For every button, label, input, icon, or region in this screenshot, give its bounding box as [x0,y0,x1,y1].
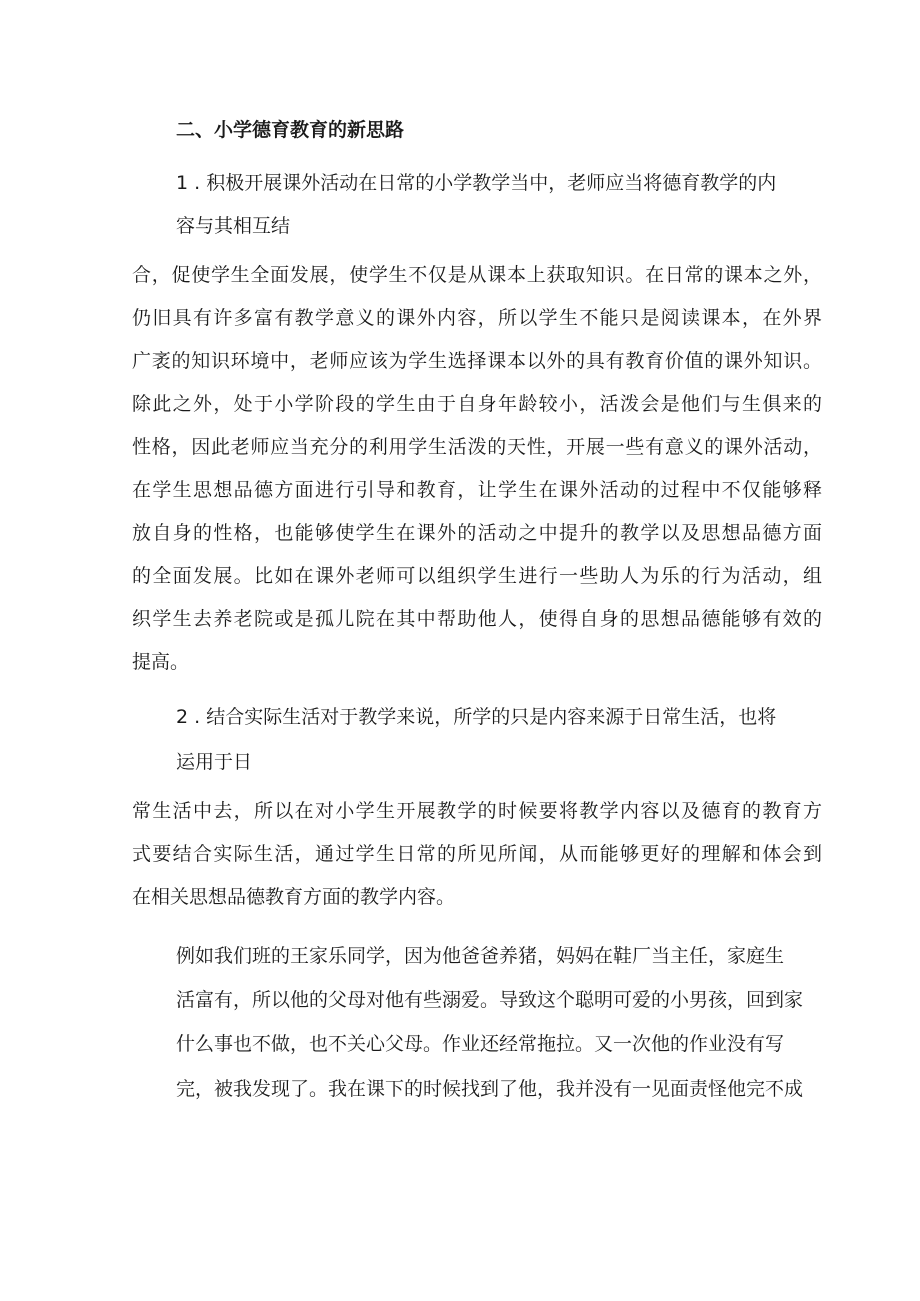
paragraph-line: 2 . 结合实际生活对于教学来说，所学的只是内容来源于日常生活，也将 [176,706,777,728]
paragraph-line: 仍旧具有许多富有教学意义的课外内容，所以学生不能只是阅读课本，在外界 [132,307,822,329]
paragraph-line: 什么事也不做，也不关心父母。作业还经常拖拉。又一次他的作业没有写 [176,1033,785,1055]
paragraph-line: 除此之外，处于小学阶段的学生由于自身年龄较小，活泼会是他们与生俱来的 [132,393,822,415]
paragraph-line: 常生活中去，所以在对小学生开展教学的时候要将教学内容以及德育的教育方 [132,800,822,822]
paragraph-line: 的全面发展。比如在课外老师可以组织学生进行一些助人为乐的行为活动，组 [132,565,822,587]
paragraph-line: 例如我们班的王家乐同学，因为他爸爸养猪，妈妈在鞋厂当主任，家庭生 [176,945,785,967]
paragraph-line: 提高。 [132,651,190,673]
paragraph-line: 在学生思想品德方面进行引导和教育，让学生在课外活动的过程中不仅能够释 [132,479,822,501]
paragraph-line: 式要结合实际生活，通过学生日常的所见所闻，从而能够更好的理解和体会到 [132,843,822,865]
paragraph-line: 合，促使学生全面发展，使学生不仅是从课本上获取知识。在日常的课本之外， [132,264,822,286]
paragraph-line: 完，被我发现了。我在课下的时候找到了他，我并没有一见面责怪他完不成 [176,1078,804,1100]
paragraph-line: 1 . 积极开展课外活动在日常的小学教学当中，老师应当将德育教学的内 [176,172,777,194]
paragraph-line: 性格，因此老师应当充分的利用学生活泼的天性，开展一些有意义的课外活动， [132,436,822,458]
paragraph-line: 运用于日 [176,751,253,773]
paragraph-line: 广袤的知识环境中，老师应该为学生选择课本以外的具有教育价值的课外知识。 [132,350,822,372]
paragraph-line: 活富有，所以他的父母对他有些溺爱。导致这个聪明可爱的小男孩，回到家 [176,989,804,1011]
paragraph-line: 在相关思想品德教育方面的教学内容。 [132,886,456,908]
paragraph-line: 容与其相互结 [176,215,291,237]
paragraph-line: 织学生去养老院或是孤儿院在其中帮助他人，使得自身的思想品德能够有效的 [132,608,822,630]
section-heading: 二、小学德育教育的新思路 [176,119,405,141]
paragraph-line: 放自身的性格，也能够使学生在课外的活动之中提升的教学以及思想品德方面 [132,522,822,544]
